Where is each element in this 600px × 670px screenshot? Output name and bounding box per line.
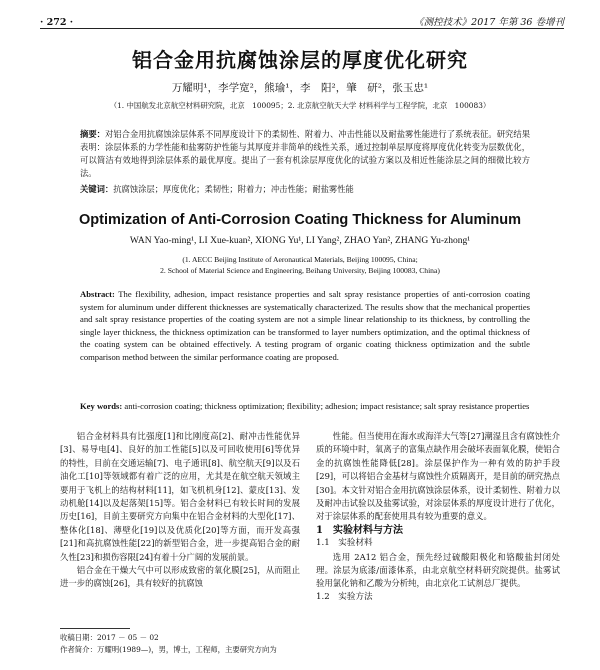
chinese-abstract-text: 对铝合金用抗腐蚀涂层体系不同厚度设计下的柔韧性、附着力、冲击性能以及耐盐雾性能进行了系统表征。研究结果表明：涂层体系的力学性能和盐雾防护性能与其厚度并非简单的线性关系，通过控制单层厚度将厚度优化转变为层数优化，可以简洁有效地得到涂层体系的最优厚度。提出了一套有机涂层厚度优化的试验方案以及相近性能涂层之间的细微比较方法。 xyxy=(80,129,530,178)
body-left-column xyxy=(60,430,300,591)
body-right-column xyxy=(316,430,560,604)
subsection-heading: 1.1 实验材料 xyxy=(316,538,373,549)
english-abstract-label: Abstract: xyxy=(80,289,115,299)
english-abstract-text: The flexibility, adhesion, impact resistance properties and salt spray resistance properties of anti-corrosion coating system for aluminum under different thicknesses are systematically characterized. The results show that the mechanical properties and salt spray resistance properties of the coating system are not a simple linear relationship to its thickness, by controlling the single layer thickness, the thickness optimization can be transformed to layer numbers optimization, and the optimal thickness of the coating system can be obtained effectively. A testing program of organic coating thickness optimization and the subtle comparison method between the similar performance coating are proposed. xyxy=(80,289,530,362)
running-header xyxy=(40,10,564,28)
english-affiliation-2: 2. School of Material Science and Engineering, Beihang University, Beijing 100083, China) xyxy=(160,266,440,275)
chinese-keywords-label: 关键词： xyxy=(80,184,114,194)
footnote-rule xyxy=(60,628,130,629)
author-bio: 作者简介：万耀明(1989—)，男，博士，工程师，主要研究方向为 xyxy=(60,645,277,654)
body-paragraph: 性能。但当使用在海水或海洋大气等[27]潮湿且含有腐蚀性介质的环境中时，氧离子的富集点缺作用会破坏表面氧化膜，使铝合金的抗腐蚀性能降低[28]。涂层保护作为一种有效的防护手段[29]，可以将铝合金基材与腐蚀性介质隔离开，是目前的研究热点[30]。本文针对铝合金用抗腐蚀涂层体系，设计柔韧性、附着力以及耐冲击试验以及盐雾试验，对涂层体系的厚度设计进行了优化，对于涂层体系的配套使用具有较为重要的意义。 xyxy=(316,431,560,522)
chinese-abstract-label: 摘要： xyxy=(80,129,106,139)
body-paragraph: 铝合金材料具有比强度[1]和比刚度高[2]、耐冲击性能优异[3]、易导电[4]、良好的加工性能[5]以及可回收使用[6]等优异的特性，目前在交通运输[7]、电子通讯[8]、航空航天[9]以及石油化工[10]等领域都有着广泛的应用，尤其是在航空航天领域主要用于飞机上的结构材料[11]，如飞机机身[12]、蒙皮[13]、发动机舱[14]以及起落架[15]等。铝合金材料已有较长时间的发展历史[16]，目前主要研究方向集中在铝合金材料的大型化[17]、整体化[18]、薄壁化[19]以及优质化[20]等方面，而开发高强[21]和高抗腐蚀性能[22]的新型铝合金，进一步提高铝合金的耐久性[23]和损伤容限[24]有着十分广阔的发展前景。 xyxy=(60,431,300,562)
chinese-affiliation: （1. 中国航发北京航空材料研究院，北京 100095；2. 北京航空航天大学 材料科学与工程学院，北京 100083） xyxy=(109,101,491,110)
body-paragraph: 选用 2A12 铝合金，预先经过硫酸阳极化和铬酸盐封闭处理。涂层为底漆/面漆体系，由北京航空材料研究院提供。盐雾试验用氯化钠和乙酸为分析纯，由北京化工试剂总厂提供。 xyxy=(316,551,560,589)
subsection-heading: 1.2 实验方法 xyxy=(316,591,373,602)
chinese-keywords-text: 抗腐蚀涂层；厚度优化；柔韧性；附着力；冲击性能；耐盐雾性能 xyxy=(113,184,354,194)
english-title: Optimization of Anti-Corrosion Coating Thickness for Aluminum xyxy=(79,212,521,228)
chinese-authors: 万耀明¹，李学宽²，熊瑜¹，李 阳²，肇 研²，张玉忠¹ xyxy=(171,82,429,94)
english-authors: WAN Yao-ming¹, LI Xue-kuan², XIONG Yu¹, LI Yang², ZHAO Yan², ZHANG Yu-zhong¹ xyxy=(129,236,471,246)
chinese-title: 铝合金用抗腐蚀涂层的厚度优化研究 xyxy=(132,48,468,72)
english-affiliation-1: (1. AECC Beijing Institute of Aeronautical Materials, Beijing 100095, China; xyxy=(182,255,418,264)
english-abstract xyxy=(80,288,530,364)
chinese-keywords xyxy=(80,183,530,196)
received-date: 收稿日期：2017 － 05 － 02 xyxy=(60,633,159,642)
chinese-abstract xyxy=(80,128,530,180)
english-keywords-text: anti-corrosion coating; thickness optimization; flexibility; adhesion; impact resistance; salt spray resistance properties xyxy=(122,401,530,411)
page-number: · 272 · xyxy=(40,17,74,28)
journal-name: 《测控技术》2017 年第 36 卷增刊 xyxy=(414,17,564,28)
header-rule xyxy=(40,28,564,29)
section-heading: 1 实验材料与方法 xyxy=(316,524,403,536)
english-affiliation xyxy=(0,254,600,276)
english-keywords xyxy=(80,400,530,413)
body-paragraph: 铝合金在干燥大气中可以形成致密的氧化膜[25]，从而阻止进一步的腐蚀[26]，具有较好的抗腐蚀 xyxy=(60,565,300,589)
english-keywords-label: Key words: xyxy=(80,401,123,411)
footnote xyxy=(60,632,300,656)
